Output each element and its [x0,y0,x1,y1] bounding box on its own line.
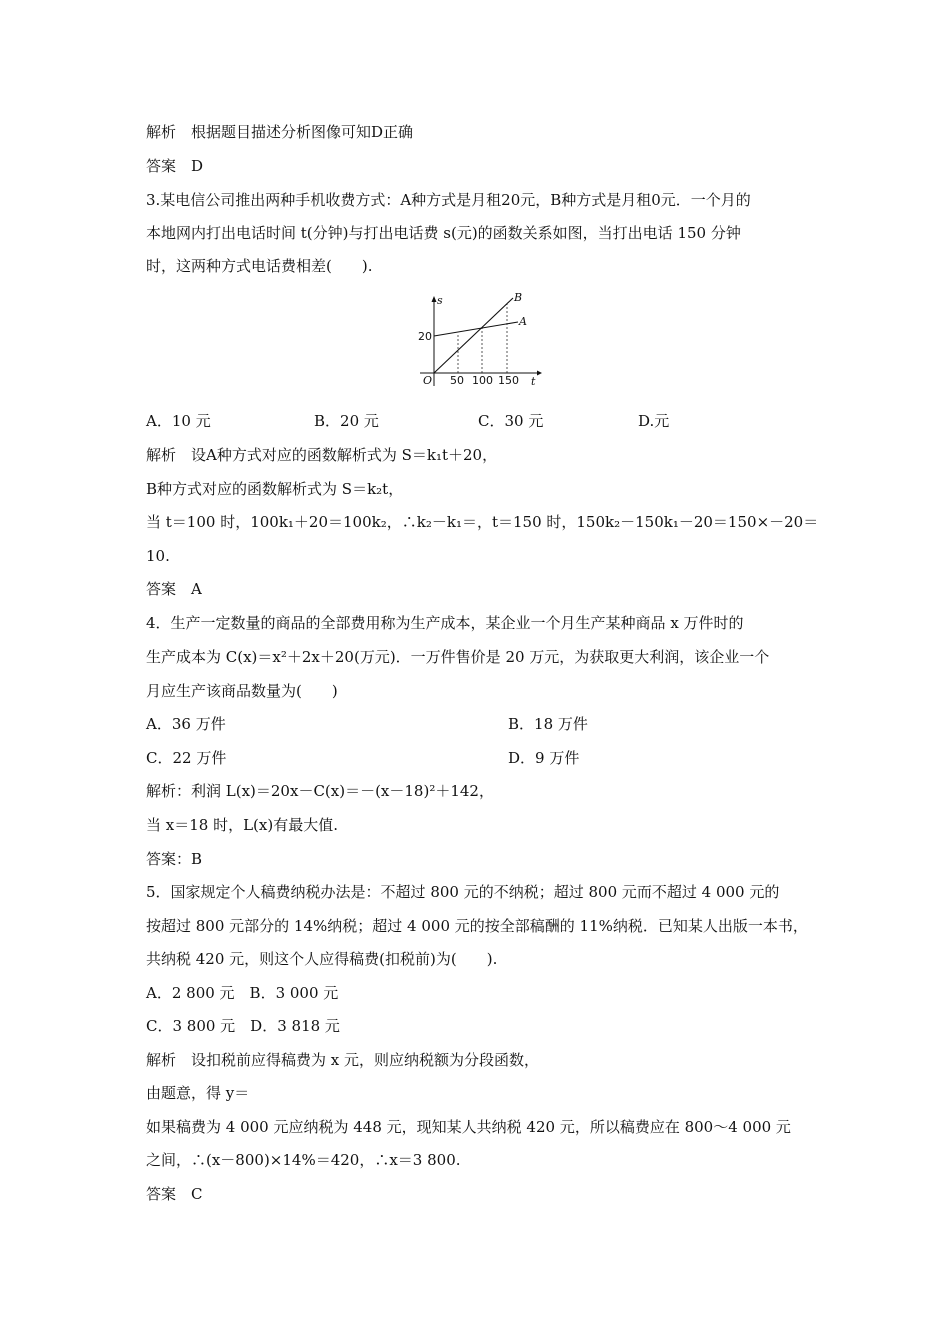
q5-stem-line1: 5．国家规定个人稿费纳税办法是：不超过 800 元的不纳税；超过 800 元而不超过 4 000 元的 [146,883,780,901]
q4-option-c: C．22 万件 [146,749,227,767]
q5-analysis-line4: 之间，∴(x－800)×14%＝420，∴x＝3 800. [146,1151,461,1169]
series-b-line [434,298,513,373]
q3-analysis-line1: 解析 设A种方式对应的函数解析式为 S＝k₁t＋20， [146,446,498,464]
q5-analysis-line2: 由题意，得 y＝ [146,1084,250,1102]
q3-option-d: D.元 [638,412,670,430]
q2-answer: 答案 D [146,157,204,175]
q4-stem-line3: 月应生产该商品数量为( ) [146,682,338,700]
q3-option-b: B．20 元 [314,412,379,430]
q5-options-cd: C．3 800 元 D．3 818 元 [146,1017,340,1035]
q4-option-b: B．18 万件 [508,715,588,733]
y-axis-arrow [432,296,437,302]
q3-option-c: C．30 元 [478,412,544,430]
q3-stem-line2: 本地网内打出电话时间 t(分钟)与打出电话费 s(元)的函数关系如图，当打出电话 150 分钟 [146,224,741,242]
y-axis-label: s [437,294,443,307]
x-tick-50: 50 [450,374,464,387]
series-b-label: B [514,291,523,304]
q5-stem-line2: 按超过 800 元部分的 14%纳税；超过 4 000 元的按全部稿酬的 11%纳税．已知某人出版一本书， [146,917,808,935]
q2-analysis: 解析 根据题目描述分析图像可知D正确 [146,123,414,141]
q4-stem-line1: 4．生产一定数量的商品的全部费用称为生产成本，某企业一个月生产某种商品 x 万件时的 [146,614,744,632]
series-a-line [434,322,518,336]
x-tick-150: 150 [498,374,519,387]
q3-analysis-line2: B种方式对应的函数解析式为 S＝k₂t， [146,480,404,498]
q3-stem-line3: 时，这两种方式电话费相差( ). [146,257,373,275]
q4-option-d: D．9 万件 [508,749,580,767]
series-a-label: A [519,315,527,328]
origin-label: O [423,374,433,387]
q5-analysis-line3: 如果稿费为 4 000 元应纳税为 448 元，现知某人共纳税 420 元，所以稿费应在 800～4 000 元 [146,1118,791,1136]
q4-option-a: A．36 万件 [146,715,226,733]
q4-stem-line2: 生产成本为 C(x)＝x²＋2x＋20(万元)．一万件售价是 20 万元，为获取更大利润，该企业一个 [146,648,770,666]
q3-analysis-line4: 10. [146,547,170,565]
x-axis-arrow [537,371,542,376]
x-axis-label: t [531,375,536,388]
q4-analysis-line2: 当 x＝18 时，L(x)有最大值. [146,816,338,834]
q3-analysis-line3: 当 t＝100 时，100k₁＋20＝100k₂，∴k₂－k₁＝，t＝150 时，150k₂－150k₁－20＝150×－20＝ [146,513,819,531]
q4-answer: 答案：B [146,850,203,868]
q5-options-ab: A．2 800 元 B．3 000 元 [146,984,339,1002]
q4-analysis-line1: 解析：利润 L(x)＝20x－C(x)＝－(x－18)²＋142， [146,782,494,800]
q3-answer: 答案 A [146,580,202,598]
y-tick-20: 20 [418,330,432,343]
q3-stem-line1: 3.某电信公司推出两种手机收费方式：A种方式是月租20元，B种方式是月租0元．一个月的 [146,191,751,209]
x-tick-100: 100 [472,374,493,387]
q3-option-a: A．10 元 [146,412,211,430]
q5-answer: 答案 C [146,1185,203,1203]
q5-stem-line3: 共纳税 420 元，则这个人应得稿费(扣税前)为( ). [146,950,498,968]
q5-analysis-line1: 解析 设扣税前应得稿费为 x 元，则应纳税额为分段函数， [146,1051,539,1069]
q3-graph [410,290,545,390]
